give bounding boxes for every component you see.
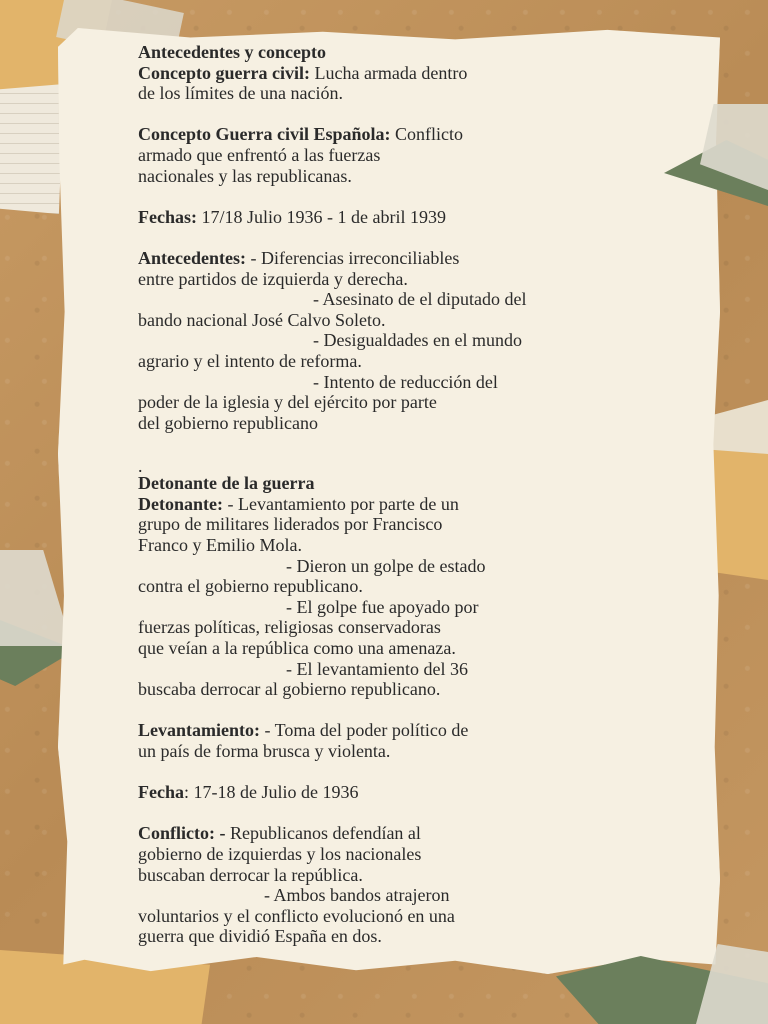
- tape-strip-left: [0, 550, 72, 646]
- conflicto-item-2-cont: voluntarios y el conflicto evolucionó en una: [138, 905, 455, 926]
- conflicto-item-1-cont-2: buscaban derrocar la república.: [138, 864, 363, 885]
- detonante-label: Detonante:: [138, 493, 223, 514]
- concept-label: Concepto guerra civil:: [138, 62, 310, 83]
- detonante-item-4: - El levantamiento del 36: [286, 658, 468, 679]
- conflicto-item-1-cont: gobierno de izquierdas y los nacionales: [138, 843, 422, 864]
- fecha-text: : 17-18 de Julio de 1936: [183, 782, 359, 803]
- detonante-item-3-cont: fuerzas políticas, religiosas conservadoras: [138, 617, 441, 638]
- conflicto-item-1: Republicanos defendían al: [225, 823, 421, 844]
- detonante-item-2: - Dieron un golpe de estado: [286, 555, 486, 576]
- stray-dot: .: [138, 456, 143, 477]
- spanish-war-line-2: armado que enfrentó a las fuerzas: [138, 144, 381, 165]
- concept-text-line: de los límites de una nación.: [138, 83, 343, 104]
- levantamiento-text-cont: un país de forma brusca y violenta.: [138, 741, 391, 761]
- antecedent-item-2-cont: bando nacional José Calvo Soleto.: [138, 309, 386, 330]
- document-body: [138, 42, 678, 947]
- antecedent-item-3-cont: agrario y el intento de reforma.: [138, 350, 362, 371]
- antecedent-item-4: - Intento de reducción del: [313, 371, 498, 392]
- detonante-item-2-cont: contra el gobierno republicano.: [138, 576, 363, 597]
- antecedent-item-4-cont-2: del gobierno republicano: [138, 412, 318, 433]
- concept-text: Lucha armada dentro: [309, 62, 468, 83]
- section-heading-detonante: Detonante de la guerra: [138, 473, 315, 494]
- antecedent-item-2: - Asesinato de el diputado del: [313, 289, 527, 310]
- detonante-item-1-cont-2: Franco y Emilio Mola.: [138, 535, 302, 556]
- dates-text: 17/18 Julio 1936 - 1 de abril 1939: [196, 206, 446, 227]
- antecedent-item-1-cont: entre partidos de izquierda y derecha.: [138, 268, 408, 289]
- dates-label: Fechas:: [138, 206, 197, 227]
- spanish-war-line-3: nacionales y las republicanas.: [138, 165, 352, 186]
- spanish-war-text: Conflicto: [390, 124, 463, 145]
- levantamiento-label: Levantamiento:: [138, 720, 260, 741]
- conflicto-label: Conflicto: -: [138, 823, 226, 844]
- detonante-item-4-cont: buscaba derrocar al gobierno republicano.: [138, 679, 441, 700]
- detonante-item-3-cont-2: que veían a la república como una amenaza.: [138, 638, 456, 659]
- conflicto-item-2: - Ambos bandos atrajeron: [264, 885, 450, 906]
- detonante-item-1-cont: grupo de militares liderados por Francisco: [138, 514, 443, 535]
- spanish-war-label: Concepto Guerra civil Española:: [138, 124, 391, 145]
- antecedent-item-3: - Desigualdades en el mundo: [313, 330, 522, 351]
- section-heading-antecedentes: Antecedentes y concepto: [138, 42, 326, 62]
- detonante-item-1: - Levantamiento por parte de un: [222, 493, 459, 514]
- antecedentes-label: Antecedentes:: [138, 247, 246, 268]
- detonante-item-3: - El golpe fue apoyado por: [286, 596, 479, 617]
- antecedent-item-4-cont: poder de la iglesia y del ejército por parte: [138, 392, 437, 413]
- conflicto-item-2-cont-2: guerra que dividió España en dos.: [138, 926, 382, 947]
- antecedent-item-1: - Diferencias irreconciliables: [245, 247, 460, 268]
- fecha-label: Fecha: [138, 782, 184, 803]
- lined-paper-scrap-left: [0, 84, 64, 214]
- levantamiento-text: - Toma del poder político de: [259, 720, 469, 741]
